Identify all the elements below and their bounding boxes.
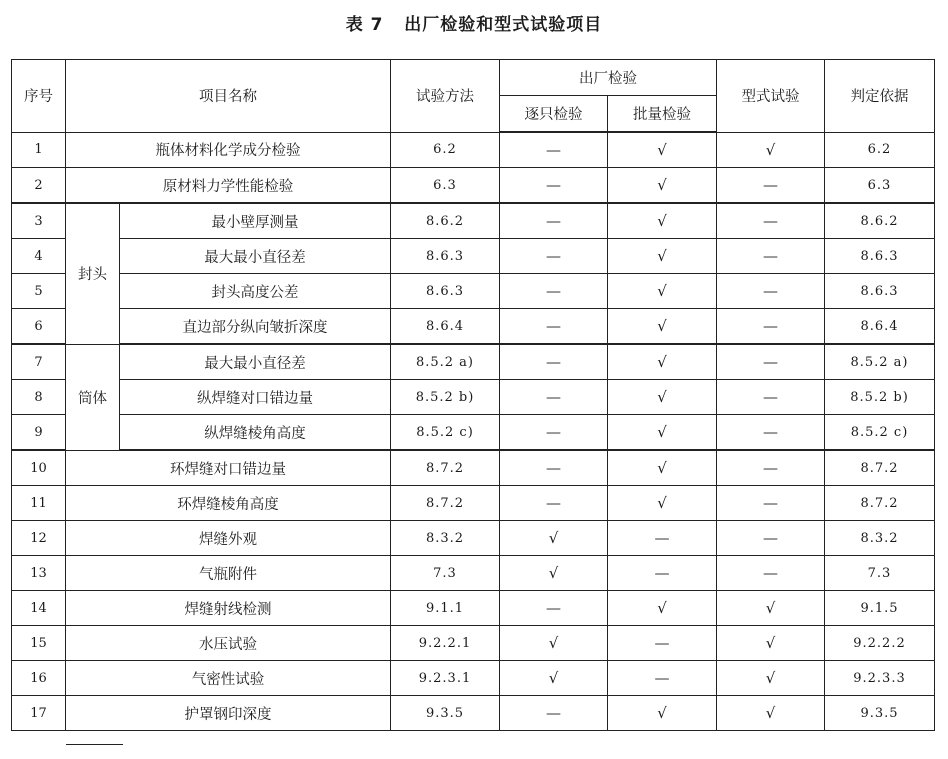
batch-mark: √ — [608, 274, 717, 309]
row-number: 16 — [12, 661, 66, 696]
type-mark: √ — [717, 661, 825, 696]
item-name: 瓶体材料化学成分检验 — [66, 132, 391, 168]
each-mark: — — [500, 591, 608, 626]
each-mark: — — [500, 415, 608, 451]
batch-mark: √ — [608, 309, 717, 345]
each-mark: — — [500, 450, 608, 486]
type-mark: — — [717, 380, 825, 415]
row-number: 12 — [12, 521, 66, 556]
judgement-basis: 7.3 — [825, 556, 935, 591]
item-name: 纵焊缝对口错边量 — [120, 380, 391, 415]
judgement-basis: 8.7.2 — [825, 450, 935, 486]
item-name: 环焊缝棱角高度 — [66, 486, 391, 521]
row-number: 3 — [12, 203, 66, 239]
test-method: 9.2.3.1 — [391, 661, 500, 696]
item-name: 纵焊缝棱角高度 — [120, 415, 391, 451]
each-mark: — — [500, 344, 608, 380]
batch-mark: — — [608, 521, 717, 556]
header-batch-inspection: 批量检验 — [608, 96, 717, 133]
table-row — [12, 239, 935, 274]
table-row — [12, 344, 935, 380]
test-method: 6.2 — [391, 132, 500, 168]
row-number: 14 — [12, 591, 66, 626]
header-each-inspection: 逐只检验 — [500, 96, 608, 133]
header-seq: 序号 — [12, 60, 66, 133]
each-mark: — — [500, 203, 608, 239]
test-method: 8.5.2 a) — [391, 344, 500, 380]
batch-mark: √ — [608, 132, 717, 168]
type-mark: — — [717, 239, 825, 274]
type-mark: — — [717, 556, 825, 591]
type-mark: — — [717, 521, 825, 556]
row-number: 9 — [12, 415, 66, 451]
table-row — [12, 591, 935, 626]
test-method: 8.5.2 c) — [391, 415, 500, 451]
judgement-basis: 8.5.2 b) — [825, 380, 935, 415]
test-method: 8.7.2 — [391, 486, 500, 521]
row-number: 17 — [12, 696, 66, 731]
table-header — [12, 60, 935, 133]
item-name: 环焊缝对口错边量 — [66, 450, 391, 486]
row-number: 15 — [12, 626, 66, 661]
batch-mark: √ — [608, 696, 717, 731]
item-name: 最大最小直径差 — [120, 344, 391, 380]
judgement-basis: 9.3.5 — [825, 696, 935, 731]
type-mark: √ — [717, 132, 825, 168]
each-mark: √ — [500, 556, 608, 591]
test-method: 9.1.1 — [391, 591, 500, 626]
table-row — [12, 203, 935, 239]
judgement-basis: 8.7.2 — [825, 486, 935, 521]
table-row — [12, 132, 935, 168]
table-body — [12, 132, 935, 731]
type-mark: — — [717, 168, 825, 204]
test-method: 8.5.2 b) — [391, 380, 500, 415]
type-mark: — — [717, 203, 825, 239]
batch-mark: √ — [608, 239, 717, 274]
batch-mark: √ — [608, 486, 717, 521]
item-name: 护罩钢印深度 — [66, 696, 391, 731]
batch-mark: √ — [608, 450, 717, 486]
each-mark: — — [500, 696, 608, 731]
batch-mark: √ — [608, 415, 717, 451]
each-mark: √ — [500, 661, 608, 696]
item-name: 直边部分纵向皱折深度 — [120, 309, 391, 345]
table-row — [12, 556, 935, 591]
each-mark: — — [500, 274, 608, 309]
item-name: 原材料力学性能检验 — [66, 168, 391, 204]
table-row — [12, 274, 935, 309]
table-row — [12, 450, 935, 486]
item-name: 最小壁厚测量 — [120, 203, 391, 239]
judgement-basis: 8.6.3 — [825, 274, 935, 309]
each-mark: — — [500, 239, 608, 274]
item-name: 封头高度公差 — [120, 274, 391, 309]
row-number: 13 — [12, 556, 66, 591]
judgement-basis: 8.6.3 — [825, 239, 935, 274]
item-name: 水压试验 — [66, 626, 391, 661]
each-mark: — — [500, 380, 608, 415]
each-mark: √ — [500, 626, 608, 661]
group-label-shell: 筒体 — [66, 344, 120, 450]
batch-mark: — — [608, 626, 717, 661]
type-mark: — — [717, 450, 825, 486]
each-mark: √ — [500, 521, 608, 556]
each-mark: — — [500, 168, 608, 204]
each-mark: — — [500, 309, 608, 345]
type-mark: — — [717, 274, 825, 309]
table-row — [12, 521, 935, 556]
header-name: 项目名称 — [66, 60, 391, 133]
table-row — [12, 626, 935, 661]
table-row — [12, 661, 935, 696]
row-number: 8 — [12, 380, 66, 415]
batch-mark: — — [608, 661, 717, 696]
table-row — [12, 380, 935, 415]
item-name: 气瓶附件 — [66, 556, 391, 591]
item-name: 焊缝射线检测 — [66, 591, 391, 626]
type-mark: — — [717, 309, 825, 345]
table-row — [12, 415, 935, 451]
judgement-basis: 8.6.2 — [825, 203, 935, 239]
row-number: 4 — [12, 239, 66, 274]
inspection-table — [11, 59, 935, 731]
table-row — [12, 168, 935, 204]
table-row — [12, 486, 935, 521]
table-row — [12, 696, 935, 731]
item-name: 最大最小直径差 — [120, 239, 391, 274]
judgement-basis: 8.5.2 c) — [825, 415, 935, 451]
table-continuation-line — [66, 744, 123, 745]
type-mark: √ — [717, 696, 825, 731]
item-name: 气密性试验 — [66, 661, 391, 696]
header-type-test: 型式试验 — [717, 60, 825, 133]
test-method: 8.6.2 — [391, 203, 500, 239]
type-mark: — — [717, 415, 825, 451]
judgement-basis: 8.6.4 — [825, 309, 935, 345]
row-number: 11 — [12, 486, 66, 521]
type-mark: — — [717, 486, 825, 521]
type-mark: — — [717, 344, 825, 380]
row-number: 7 — [12, 344, 66, 380]
type-mark: √ — [717, 591, 825, 626]
test-method: 7.3 — [391, 556, 500, 591]
batch-mark: √ — [608, 344, 717, 380]
table-caption: 表 7 出厂检验和型式试验项目 — [345, 15, 603, 35]
judgement-basis: 9.2.3.3 — [825, 661, 935, 696]
each-mark: — — [500, 486, 608, 521]
test-method: 8.6.4 — [391, 309, 500, 345]
each-mark: — — [500, 132, 608, 168]
test-method: 9.2.2.1 — [391, 626, 500, 661]
test-method: 8.6.3 — [391, 274, 500, 309]
row-number: 5 — [12, 274, 66, 309]
header-basis: 判定依据 — [825, 60, 935, 133]
item-name: 焊缝外观 — [66, 521, 391, 556]
batch-mark: √ — [608, 591, 717, 626]
judgement-basis: 8.3.2 — [825, 521, 935, 556]
test-method: 8.3.2 — [391, 521, 500, 556]
test-method: 8.6.3 — [391, 239, 500, 274]
table-row — [12, 309, 935, 345]
header-method: 试验方法 — [391, 60, 500, 133]
header-factory-inspection: 出厂检验 — [500, 60, 717, 96]
row-number: 6 — [12, 309, 66, 345]
batch-mark: √ — [608, 168, 717, 204]
row-number: 1 — [12, 132, 66, 168]
test-method: 6.3 — [391, 168, 500, 204]
group-label-head: 封头 — [66, 203, 120, 344]
test-method: 9.3.5 — [391, 696, 500, 731]
batch-mark: √ — [608, 380, 717, 415]
judgement-basis: 8.5.2 a) — [825, 344, 935, 380]
judgement-basis: 6.2 — [825, 132, 935, 168]
row-number: 10 — [12, 450, 66, 486]
batch-mark: √ — [608, 203, 717, 239]
judgement-basis: 6.3 — [825, 168, 935, 204]
type-mark: √ — [717, 626, 825, 661]
test-method: 8.7.2 — [391, 450, 500, 486]
batch-mark: — — [608, 556, 717, 591]
judgement-basis: 9.2.2.2 — [825, 626, 935, 661]
judgement-basis: 9.1.5 — [825, 591, 935, 626]
row-number: 2 — [12, 168, 66, 204]
